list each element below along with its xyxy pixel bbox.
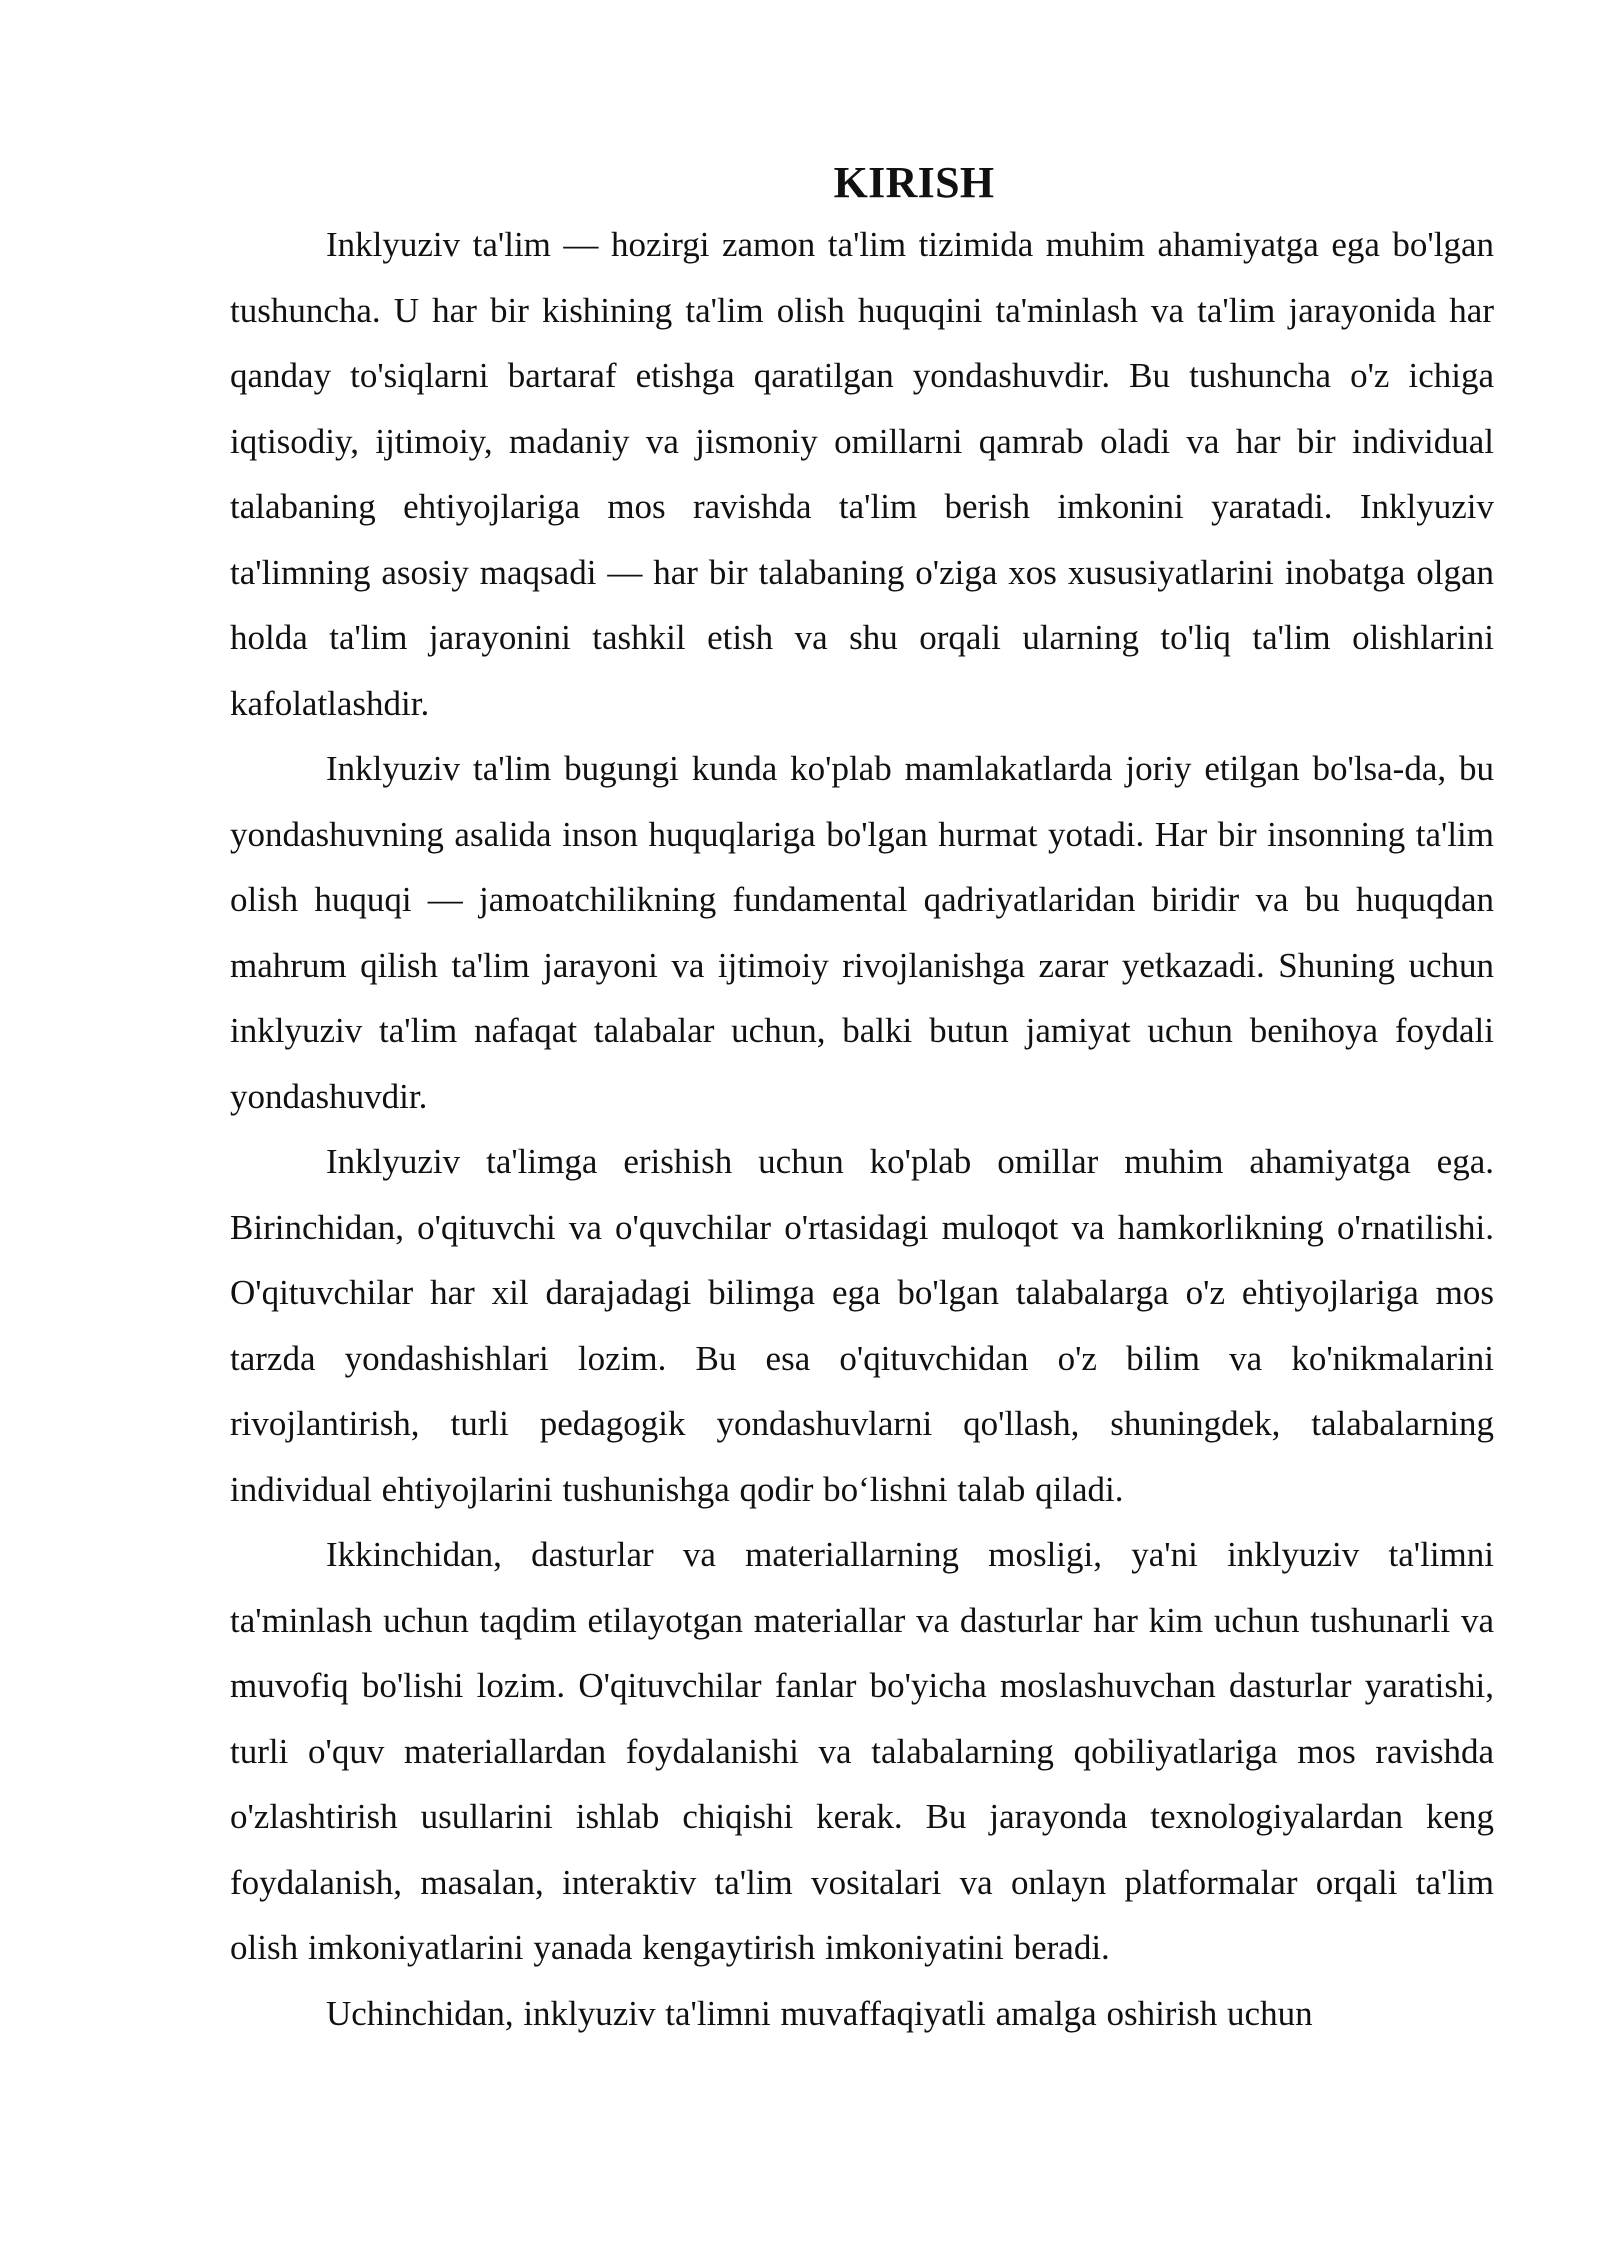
document-body <box>230 150 1494 2046</box>
page-title: KIRISH <box>833 158 995 207</box>
paragraph-4: Ikkinchidan, dasturlar va materiallarning mosligi, ya'ni inklyuziv ta'limni ta'minlash uchun taqdim etilayotgan materiallar va dasturlar har kim uchun tushunarli va muvofiq bo'lishi lozim. O'qituvchilar fanlar bo'yicha moslashuvchan dasturlar yaratishi, turli o'quv materiallardan foydalanishi va talabalarning qobiliyatlariga mos ravishda o'zlashtirish usullarini ishlab chiqishi kerak. Bu jarayonda texnologiyalardan keng foydalanish, masalan, interaktiv ta'lim vositalari va onlayn platformalar orqali ta'lim olish imkoniyatlarini yanada kengaytirish imkoniyatini beradi. <box>230 1535 1494 1967</box>
paragraph-1: Inklyuziv ta'lim — hozirgi zamon ta'lim tizimida muhim ahamiyatga ega bo'lgan tushuncha. U har bir kishining ta'lim olish huquqini ta'minlash va ta'lim jarayonida har qanday to'siqlarni bartaraf etishga qaratilgan yondashuvdir. Bu tushuncha o'z ichiga iqtisodiy, ijtimoiy, madaniy va jismoniy omillarni qamrab oladi va har bir individual talabaning ehtiyojlariga mos ravishda ta'lim berish imkonini yaratadi. Inklyuziv ta'limning asosiy maqsadi — har bir talabaning o'ziga xos xususiyatlarini inobatga olgan holda ta'lim jarayonini tashkil etish va shu orqali ularning to'liq ta'lim olishlarini kafolatlashdir. <box>230 225 1494 723</box>
paragraph-3: Inklyuziv ta'limga erishish uchun ko'plab omillar muhim ahamiyatga ega. Birinchidan, o'qituvchi va o'quvchilar o'rtasidagi muloqot va hamkorlikning o'rnatilishi. O'qituvchilar har xil darajadagi bilimga ega bo'lgan talabalarga o'z ehtiyojlariga mos tarzda yondashishlari lozim. Bu esa o'qituvchidan o'z bilim va ko'nikmalarini rivojlantirish, turli pedagogik yondashuvlarni qo'llash, shuningdek, talabalarning individual ehtiyojlarini tushunishga qodir bo‘lishni talab qiladi. <box>230 1142 1494 1509</box>
paragraph-2: Inklyuziv ta'lim bugungi kunda ko'plab mamlakatlarda joriy etilgan bo'lsa-da, bu yondashuvning asalida inson huquqlariga bo'lgan hurmat yotadi. Har bir insonning ta'lim olish huquqi — jamoatchilikning fundamental qadriyatlaridan biridir va bu huquqdan mahrum qilish ta'lim jarayoni va ijtimoiy rivojlanishga zarar yetkazadi. Shuning uchun inklyuziv ta'lim nafaqat talabalar uchun, balki butun jamiyat uchun benihoya foydali yondashuvdir. <box>230 749 1494 1116</box>
paragraph-5: Uchinchidan, inklyuziv ta'limni muvaffaqiyatli amalga oshirish uchun <box>326 1993 1313 2033</box>
